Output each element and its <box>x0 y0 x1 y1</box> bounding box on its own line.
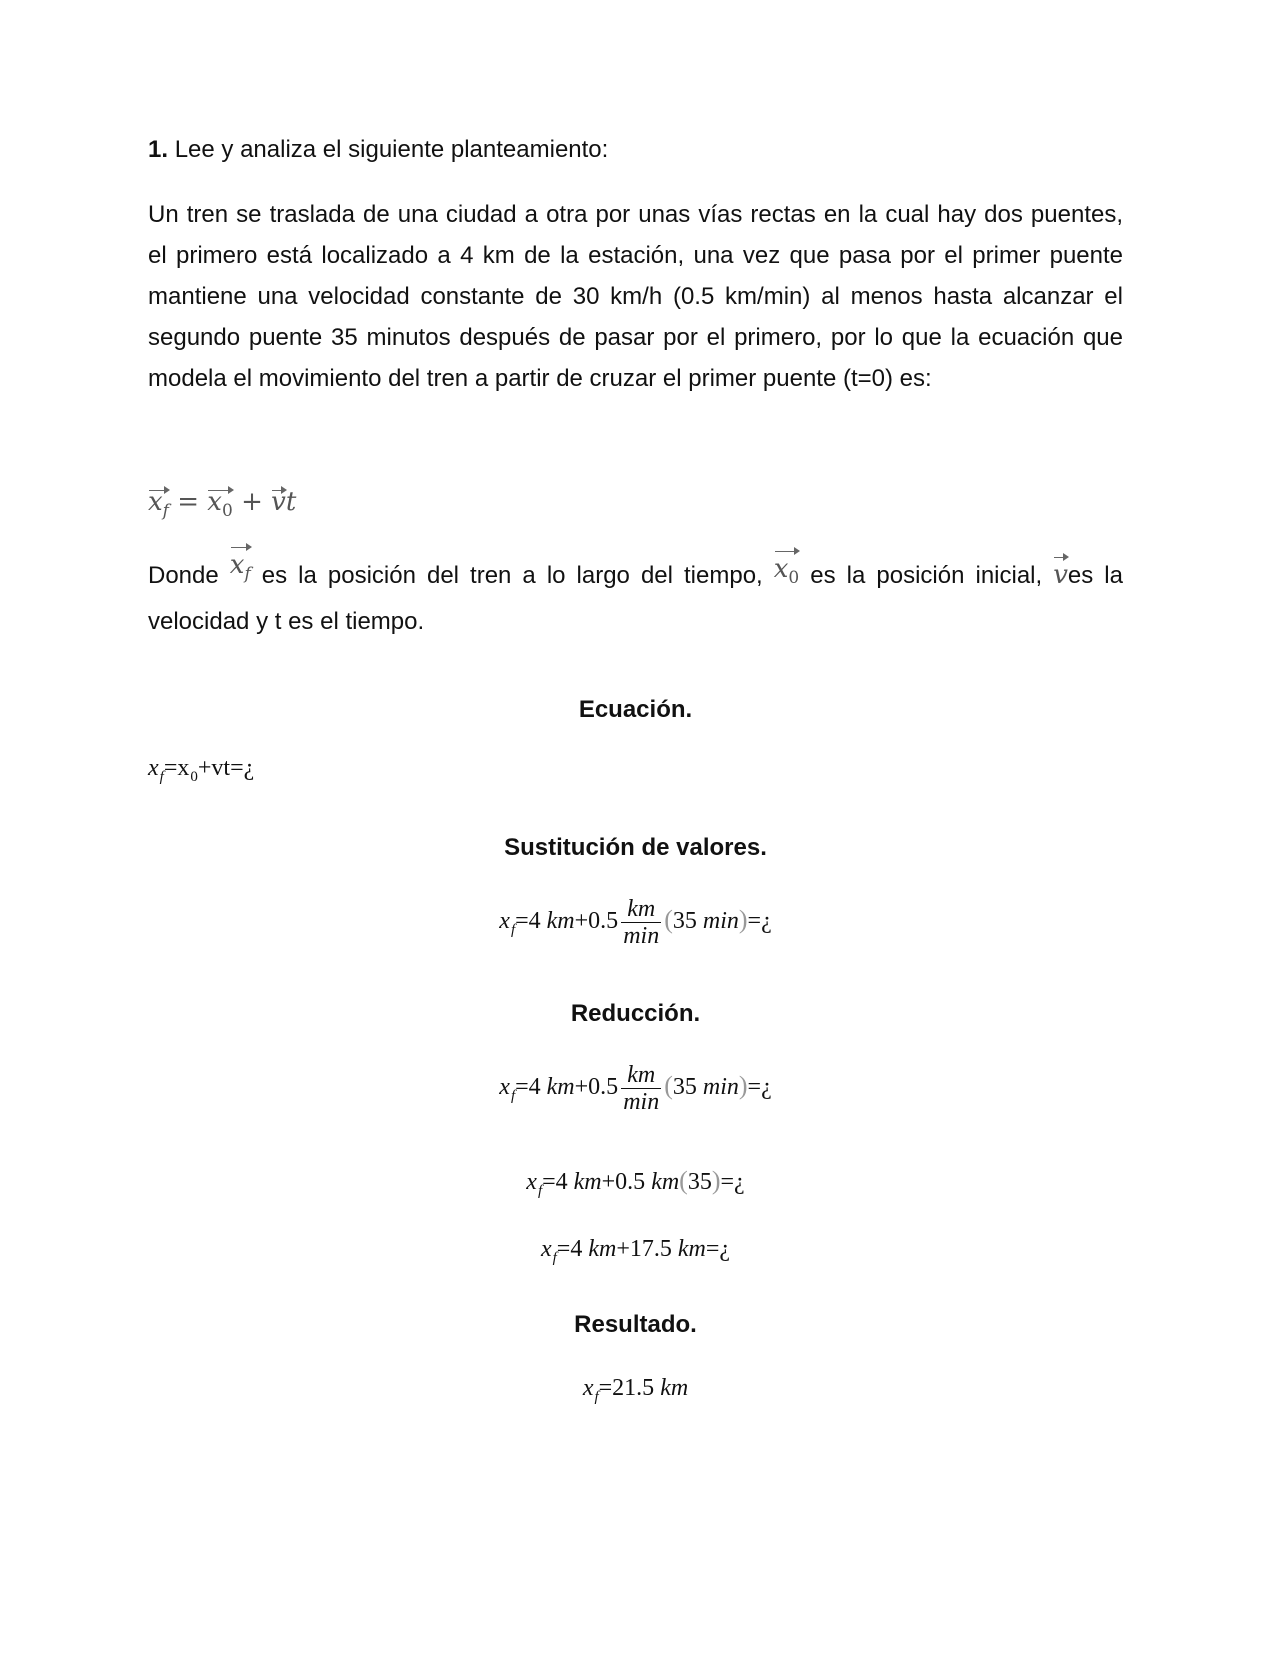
question-number: 1. <box>148 136 169 163</box>
vector-v: v <box>271 487 286 517</box>
vector-x0-inline: $x_0$ <box>774 548 800 594</box>
reduction-line-2: $x_f=4$ km+0.5 km(35)=¿ <box>526 1166 745 1199</box>
plus-sign: + <box>241 487 272 517</box>
section-equation: Ecuación. <box>578 696 693 723</box>
section-result: Resultado. <box>574 1311 697 1338</box>
time-symbol: t <box>285 487 297 517</box>
vector-xf-inline: $x_f$ <box>230 544 251 590</box>
section-substitution: Sustitución de valores. <box>504 834 767 861</box>
reduction-line-1: $x_f=4$ km+0.5 $\frac{km}{\min}$ (35 min)=¿ <box>499 1062 772 1115</box>
vector-xf: $x_f$ <box>148 487 169 521</box>
reduction-line-3: $x_f=4$ km+17.5 km=¿ <box>540 1236 731 1266</box>
vector-x0: $x_0$ <box>207 487 233 521</box>
question-heading <box>148 128 608 171</box>
substitution-line: $x_f=4$ km+0.5 $\frac{km}{\min}$ (35 min)=¿ <box>499 896 772 949</box>
vector-v-inline: v <box>1053 554 1068 597</box>
problem-statement: Un tren se traslada de una ciudad a otra por unas vías rectas en la cual hay dos puentes, el primero está localizado a 4 km de la estación, una vez que pasa por el primer puente mantiene una velocidad constante de 30 km/h (0.5 km/min) al menos hasta alcanzar el segundo puente 35 minutos después de pasar por el primero, por lo que la ecuación que modela el movimiento del tren a partir de cruzar el primer puente (t=0) es: <box>148 201 1123 392</box>
equals-sign: = <box>177 487 208 517</box>
definitions-paragraph: Donde $x_f$ es la posición del tren a lo largo del tiempo, $x_0$ es la posición inicial, ves la velocidad y t es el tiempo. <box>148 554 1123 643</box>
section-reduction: Reducción. <box>570 1000 701 1027</box>
result-line: $x_f=21.5$ km <box>582 1375 689 1405</box>
equation-line: $x_f=x_0+vt=¿$ <box>148 755 255 785</box>
question-instruction: Lee y analiza el siguiente planteamiento: <box>174 136 609 163</box>
vector-equation-image <box>148 487 297 521</box>
